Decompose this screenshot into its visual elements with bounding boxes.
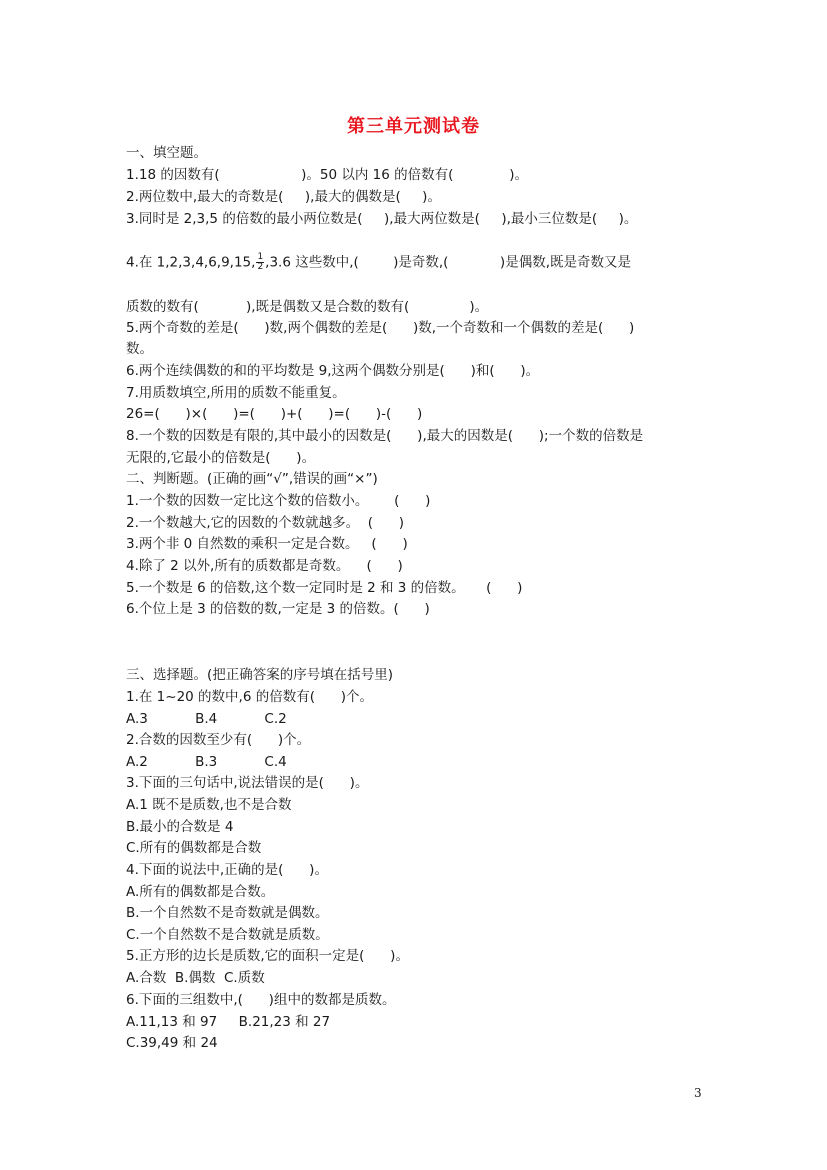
choice-options: A.合数 B.偶数 C.质数 xyxy=(126,970,265,986)
choice-options: A.11,13 和 97 B.21,23 和 27 xyxy=(126,1014,331,1030)
question-1-5-line2: 数。 xyxy=(126,341,153,357)
question-1-8-line1: 8.一个数的因数是有限的,其中最小的因数是( ),最大的因数是( );一个数的倍数是 xyxy=(126,428,644,444)
section2-heading: 二、判断题。(正确的画“√”,错误的画“×”) xyxy=(126,471,378,487)
choice-line: 6.下面的三组数中,( )组中的数都是质数。 xyxy=(126,992,396,1008)
choice-option: A.1 既不是质数,也不是合数 xyxy=(126,797,292,813)
choice-option: B.最小的合数是 4 xyxy=(126,819,234,835)
question-1-8-line2: 无限的,它最小的倍数是( )。 xyxy=(126,450,316,466)
question-1-1: 1.18 的因数有( )。50 以内 16 的倍数有( )。 xyxy=(126,167,528,183)
question-1-2: 2.两位数中,最大的奇数是( ),最大的偶数是( )。 xyxy=(126,189,441,205)
fraction-one-half xyxy=(256,253,264,272)
question-1-4 xyxy=(126,253,631,272)
choice-line: 5.正方形的边长是质数,它的面积一定是( )。 xyxy=(126,948,409,964)
choice-option: C.所有的偶数都是合数 xyxy=(126,840,262,856)
judge-item: 1.一个数的因数一定比这个数的倍数小。 ( ) xyxy=(126,493,431,509)
question-1-7: 7.用质数填空,所用的质数不能重复。 xyxy=(126,385,346,401)
question-1-6: 6.两个连续偶数的和的平均数是 9,这两个偶数分别是( )和( )。 xyxy=(126,363,540,379)
judge-item: 2.一个数越大,它的因数的个数就越多。 ( ) xyxy=(126,515,405,531)
question-1-7-equation: 26=( )×( )=( )+( )=( )-( ) xyxy=(126,406,423,422)
question-1-4-part2: ,3.6 这些数中,( )是奇数,( )是偶数,既是奇数又是 xyxy=(265,254,631,271)
question-1-3: 3.同时是 2,3,5 的倍数的最小两位数是( ),最大两位数是( ),最小三位数是( )。 xyxy=(126,211,638,227)
choice-options: A.2 B.3 C.4 xyxy=(126,754,287,770)
choice-options: A.3 B.4 C.2 xyxy=(126,711,287,727)
judge-item: 3.两个非 0 自然数的乘积一定是合数。 ( ) xyxy=(126,536,408,552)
choice-line: 3.下面的三句话中,说法错误的是( )。 xyxy=(126,775,369,791)
judge-item: 6.个位上是 3 的倍数的数,一定是 3 的倍数。( ) xyxy=(126,601,430,617)
choice-option: C.一个自然数不是合数就是质数。 xyxy=(126,927,329,943)
fraction-denominator: 2 xyxy=(257,262,264,272)
section1-heading: 一、填空题。 xyxy=(126,145,207,161)
fraction-numerator: 1 xyxy=(257,252,264,262)
choice-line: 2.合数的因数至少有( )个。 xyxy=(126,732,311,748)
question-1-5-line1: 5.两个奇数的差是( )数,两个偶数的差是( )数,一个奇数和一个偶数的差是( ) xyxy=(126,320,635,336)
judge-item: 4.除了 2 以外,所有的质数都是奇数。 ( ) xyxy=(126,558,403,574)
choice-option: C.39,49 和 24 xyxy=(126,1035,218,1051)
choice-line: 4.下面的说法中,正确的是( )。 xyxy=(126,862,328,878)
section3-heading: 三、选择题。(把正确答案的序号填在括号里) xyxy=(126,667,394,683)
judge-item: 5.一个数是 6 的倍数,这个数一定同时是 2 和 3 的倍数。 ( ) xyxy=(126,580,523,596)
choice-option: B.一个自然数不是奇数就是偶数。 xyxy=(126,905,329,921)
question-1-4-part1: 4.在 1,2,3,4,6,9,15, xyxy=(126,254,256,271)
page-number: 3 xyxy=(694,1086,702,1100)
choice-option: A.所有的偶数都是合数。 xyxy=(126,884,275,900)
choice-line: 1.在 1~20 的数中,6 的倍数有( )个。 xyxy=(126,689,373,705)
page-title: 第三单元测试卷 xyxy=(347,116,480,137)
question-1-4-line2: 质数的数有( ),既是偶数又是合数的数有( )。 xyxy=(126,299,489,315)
